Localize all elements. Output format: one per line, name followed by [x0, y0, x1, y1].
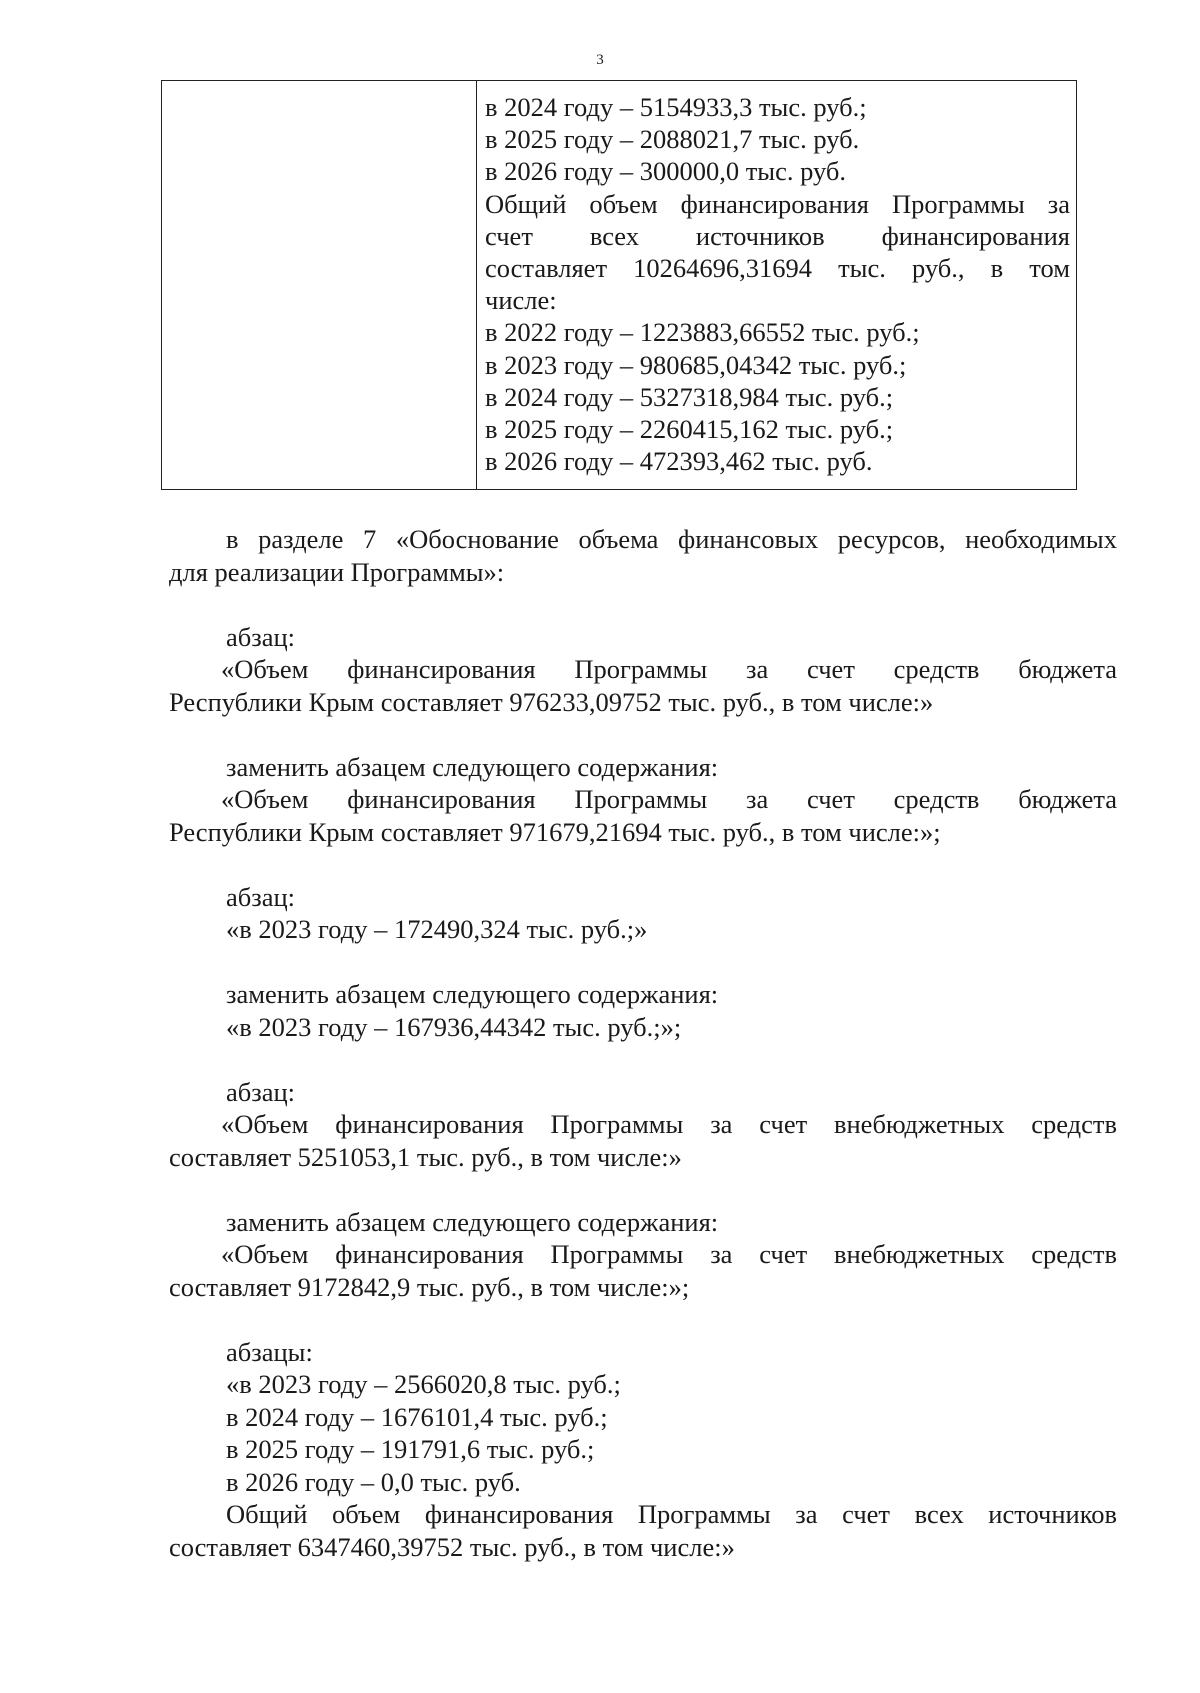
- block-6: [169, 1206, 1117, 1304]
- block-label: заменить абзацем следующего содержания:: [226, 979, 719, 1009]
- block-label: абзац:: [226, 621, 296, 652]
- text-line: «в 2023 году – 2566020,8 тыс. руб.;: [226, 1369, 621, 1399]
- block-label: абзац:: [226, 1076, 296, 1107]
- document-body: [169, 523, 1117, 1563]
- table-right-cell: [477, 81, 1076, 489]
- block-5: [169, 1076, 1117, 1174]
- block-label: абзац:: [226, 881, 296, 912]
- text-line: составляет 6347460,39752 тыс. руб., в том числе:»: [169, 1531, 735, 1562]
- text-line: «Объем финансирования Программы за счет внебюджетных средств: [221, 1109, 1117, 1139]
- table-line: числе:: [485, 285, 557, 316]
- table-line: Общий объем финансирования Программы за: [485, 188, 1070, 219]
- block-1: [169, 621, 1117, 719]
- page-number: 3: [596, 52, 604, 68]
- table-line: составляет 10264696,31694 тыс. руб., в том: [485, 252, 1070, 283]
- block-3: [169, 881, 1117, 946]
- table-line: в 2026 году – 300000,0 тыс. руб.: [485, 156, 846, 187]
- block-7: [169, 1336, 1117, 1564]
- block-label: заменить абзацем следующего содержания:: [226, 1206, 719, 1237]
- table-line: в 2022 году – 1223883,66552 тыс. руб.;: [485, 317, 920, 348]
- text-line: «Объем финансирования Программы за счет средств бюджета: [221, 784, 1117, 814]
- block-4: [169, 978, 1117, 1043]
- text-line: составляет 9172842,9 тыс. руб., в том числе:»;: [169, 1271, 690, 1302]
- block-label: абзацы:: [226, 1336, 313, 1367]
- block-label: заменить абзацем следующего содержания:: [226, 751, 719, 782]
- table-line: счет всех источников финансирования: [485, 220, 1070, 251]
- text-line: «Объем финансирования Программы за счет средств бюджета: [221, 654, 1117, 684]
- text-line: Республики Крым составляет 976233,09752 тыс. руб., в том числе:»: [169, 686, 934, 717]
- text-line: Общий объем финансирования Программы за счет всех источников: [226, 1499, 1117, 1529]
- table-line: в 2026 году – 472393,462 тыс. руб.: [485, 446, 873, 477]
- text-line: в 2026 году – 0,0 тыс. руб.: [226, 1466, 521, 1497]
- section-intro: [169, 523, 1117, 588]
- text-line: в 2024 году – 1676101,4 тыс. руб.;: [226, 1401, 608, 1432]
- text-line: Республики Крым составляет 971679,21694 тыс. руб., в том числе:»;: [169, 816, 941, 847]
- text-line: для реализации Программы»:: [169, 556, 505, 587]
- text-line: «Объем финансирования Программы за счет внебюджетных средств: [221, 1239, 1117, 1269]
- text-line: составляет 5251053,1 тыс. руб., в том числе:»: [169, 1141, 682, 1172]
- funding-table: [161, 80, 1077, 490]
- table-line: в 2024 году – 5154933,3 тыс. руб.;: [485, 92, 867, 122]
- table-line: в 2025 году – 2088021,7 тыс. руб.: [485, 124, 860, 155]
- table-line: в 2024 году – 5327318,984 тыс. руб.;: [485, 381, 894, 412]
- text-line: в 2025 году – 191791,6 тыс. руб.;: [226, 1434, 595, 1464]
- block-2: [169, 751, 1117, 849]
- table-left-cell: [162, 81, 477, 489]
- table-line: в 2023 году – 980685,04342 тыс. руб.;: [485, 349, 907, 380]
- text-line: в разделе 7 «Обоснование объема финансовых ресурсов, необходимых: [226, 524, 1117, 554]
- table-line: в 2025 году – 2260415,162 тыс. руб.;: [485, 413, 894, 444]
- text-line: «в 2023 году – 167936,44342 тыс. руб.;»;: [226, 1011, 682, 1042]
- text-line: «в 2023 году – 172490,324 тыс. руб.;»: [226, 914, 648, 944]
